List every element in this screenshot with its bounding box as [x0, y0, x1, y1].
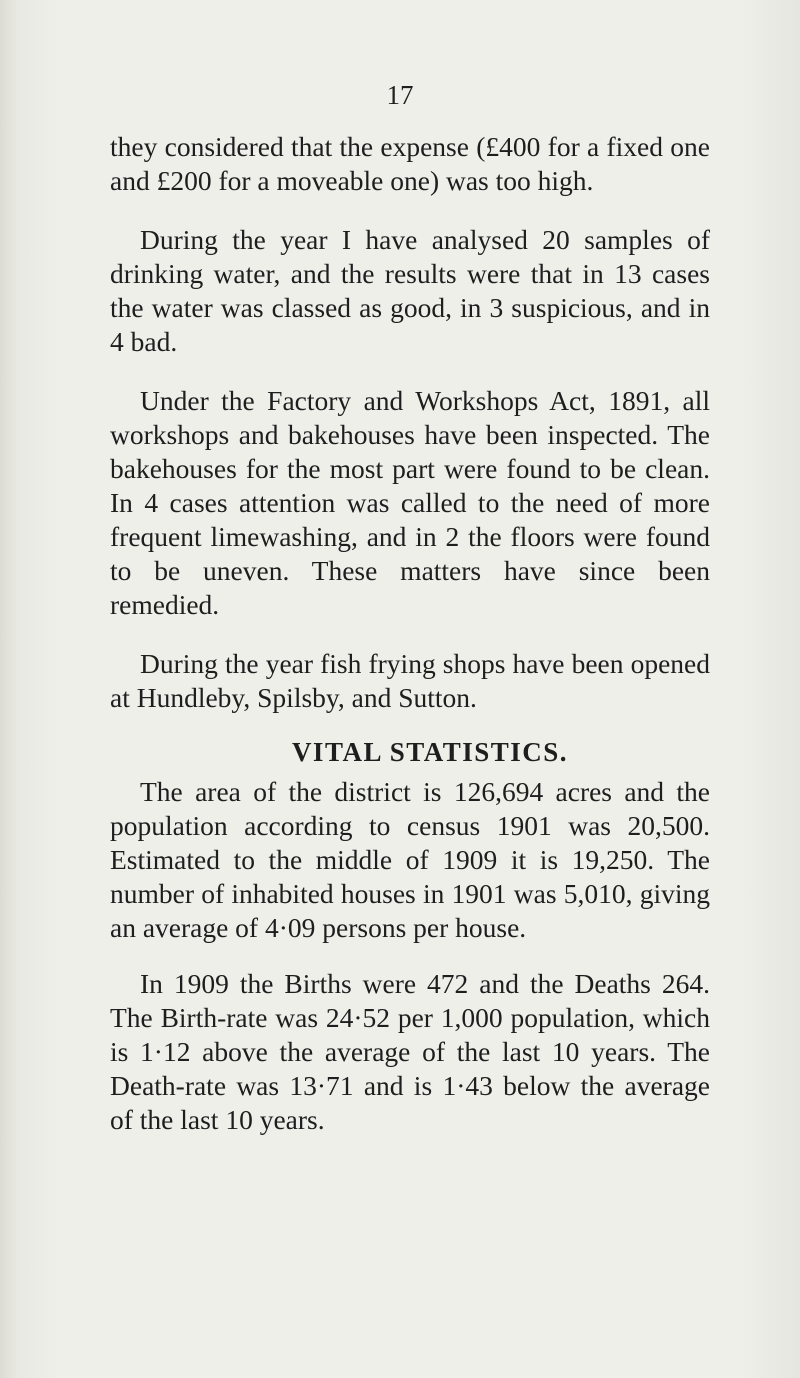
paragraph-water-samples: During the year I have analysed 20 samples of drinking water, and the results were that in 13 cases the water was classed as good, in 3 suspicious, and in 4 bad. [110, 224, 710, 357]
page-number: 17 [386, 80, 414, 110]
paragraph-fish-frying-shops: During the year fish frying shops have been opened at Hundleby, Spilsby, and Sutton. [110, 648, 710, 713]
section-heading-vital-statistics: VITAL STATISTICS. [291, 737, 569, 767]
paragraph-area-population: The area of the district is 126,694 acres and the population according to census 1901 was 20,500. Estimated to the middle of 1909 it is 19,250. The number of inhabited houses in 1901 was 5,010, giving an average of 4·09 persons per house. [110, 776, 710, 943]
paragraph-births-deaths: In 1909 the Births were 472 and the Deaths 264. The Birth-rate was 24·52 per 1,000 population, which is 1·12 above the average of the last 10 years. The Death-rate was 13·71 and is 1·43 below the average of the last 10 years. [110, 968, 710, 1135]
paragraph-expense: they considered that the expense (£400 for a fixed one and £200 for a moveable one) was too high. [110, 131, 710, 196]
page-body [110, 130, 710, 1137]
paragraph-factory-workshops: Under the Factory and Workshops Act, 1891, all workshops and bakehouses have been inspected. The bakehouses for the most part were found to be clean. In 4 cases attention was called to the need of more frequent limewashing, and in 2 the floors were found to be uneven. These matters have since been remedied. [110, 385, 710, 620]
